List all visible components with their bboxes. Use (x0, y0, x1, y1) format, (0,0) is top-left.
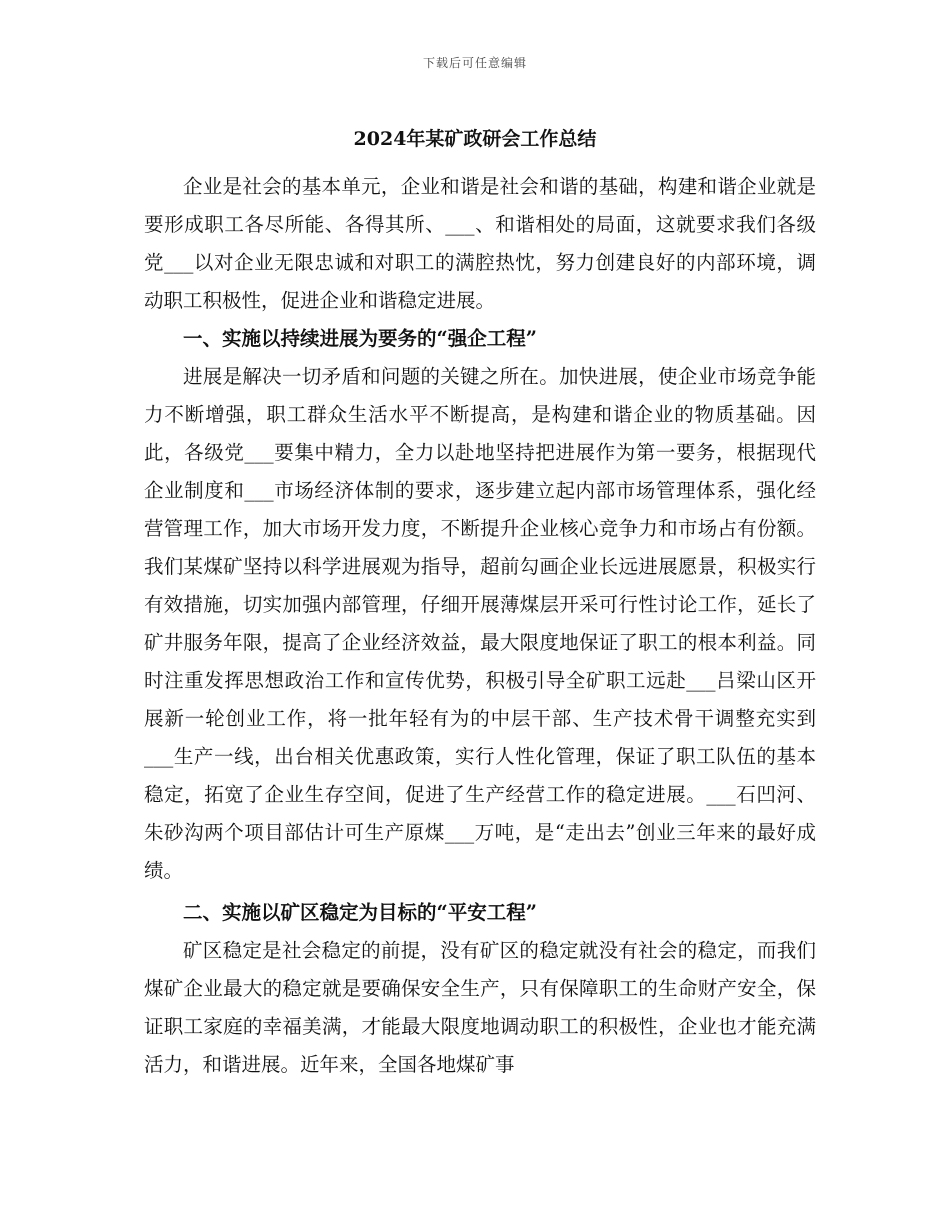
section-heading-2: 二、实施以矿区稳定为目标的“平安工程” (183, 901, 537, 924)
header-note: 下载后可任意编辑 (422, 56, 527, 70)
intro-paragraph: 企业是社会的基本单元，企业和谐是社会和谐的基础，构建和谐企业就是要形成职工各尽所能、各得其所、___、和谐相处的局面，这就要求我们各级党___以对企业无限忠诚和对职工的满腔热忱，努力创建良好的内部环境，调动职工积极性，促进企业和谐稳定进展。 (144, 175, 816, 312)
section-1-paragraph: 进展是解决一切矛盾和问题的关键之所在。加快进展，使企业市场竞争能力不断增强，职工群众生活水平不断提高，是构建和谐企业的物质基础。因此，各级党___要集中精力，全力以赴地坚持把进展作为第一要务，根据现代企业制度和___市场经济体制的要求，逐步建立起内部市场管理体系，强化经营管理工作，加大市场开发力度，不断提升企业核心竞争力和市场占有份额。我们某煤矿坚持以科学进展观为指导，超前勾画企业长远进展愿景，积极实行有效措施，切实加强内部管理，仔细开展薄煤层开采可行性讨论工作，延长了矿井服务年限，提高了企业经济效益，最大限度地保证了职工的根本利益。同时注重发挥思想政治工作和宣传优势，积极引导全矿职工远赴___吕梁山区开展新一轮创业工作，将一批年轻有为的中层干部、生产技术骨干调整充实到___生产一线，出台相关优惠政策，实行人性化管理，保证了职工队伍的基本稳定，拓宽了企业生存空间，促进了生产经营工作的稳定进展。___石凹河、朱砂沟两个项目部估计可生产原煤___万吨，是“走出去”创业三年来的最好成绩。 (144, 365, 816, 882)
section-2-paragraph: 矿区稳定是社会稳定的前提，没有矿区的稳定就没有社会的稳定，而我们煤矿企业最大的稳定就是要确保安全生产，只有保障职工的生命财产安全，保证职工家庭的幸福美满，才能最大限度地调动职工的积极性，企业也才能充满活力，和谐进展。近年来，全国各地煤矿事 (144, 939, 816, 1076)
page-title: 2024年某矿政研会工作总结 (353, 128, 597, 150)
document-body (144, 168, 816, 1084)
section-heading-1: 一、实施以持续进展为要务的“强企工程” (183, 327, 537, 350)
